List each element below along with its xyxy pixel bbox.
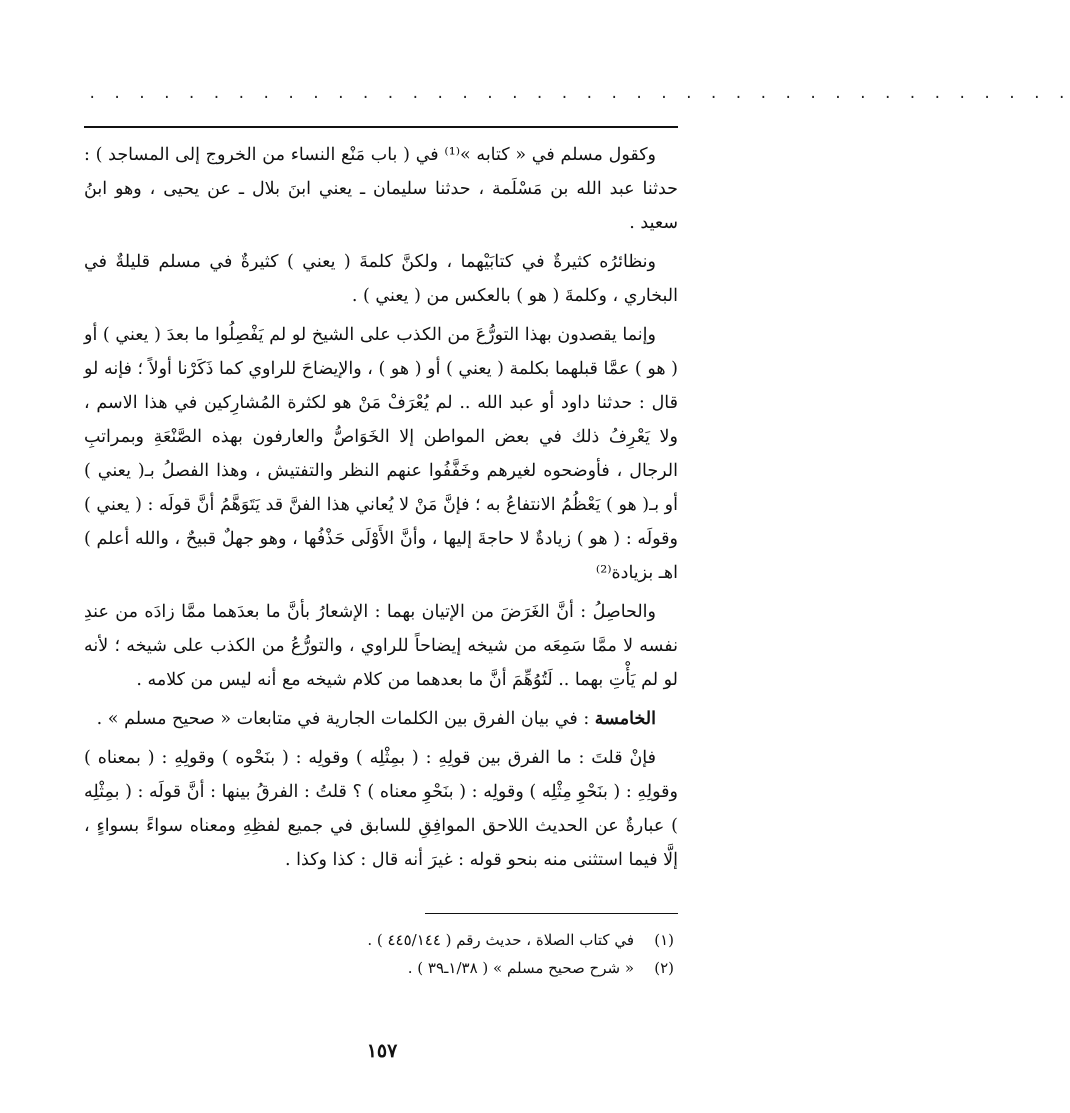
- footnote-text: « شرح صحيح مسلم » ( ١/٣٨ـ٣٩ ) .: [407, 959, 634, 977]
- paragraph-purpose: وإنما يقصدون بهذا التورُّعَ من الكذب على الشيخ لو لم يَفْصِلُوا ما بعدَ ( يعني ) أو ( هو ) عمَّا قبلهما بكلمة ( يعني ) أو ( هو ) ، والإيضاحَ للراوي كما ذَكَرْنا أولاً ؛ فإنه لو قال : حدثنا داود أو عبد الله .. لم يُعْرَفْ مَنْ هو لكثرة المُشارِكين في هذا الاسم ، ولا يَعْرِفُ ذلك في بعض المواطن إلا الخَوَاصُّ والعارفون بهذه الصَّنْعَةِ وبمراتبِ الرجال ، فأوضحوه لغيرهم وخَفَّفُوا عنهم النظر والتفتيش ، وهذا الفصلُ بـ( يعني ) أو بـ( هو ) يَعْظُمُ الانتفاعُ به ؛ فإنَّ مَنْ لا يُعاني هذا الفنَّ قد يَتَوَهَّمُ أنَّ قولَه : ( يعني ) وقولَه : ( هو ) زيادةٌ لا حاجةَ إليها ، وأنَّ الأَوْلَى حَذْفُها ، وهو جهلٌ قبيحٌ ، والله أعلم ) اهـ بزيادة⁽²⁾: [84, 325, 678, 583]
- paragraph-conclusion: والحاصِلُ : أنَّ الغَرَضَ من الإتيان بهما : الإشعارُ بأنَّ ما بعدَهما ممَّا زادَه من عندِ نفسه لا ممَّا سَمِعَه من شيخه إيضاحاً للراوي ، والتورُّعُ من الكذب على شيخه ؛ لأنه لو لم يَأْتِ بهما .. لَتُوُهِّمَ أنَّ ما بعدهما من كلام شيخه مع أنه ليس من كلامه .: [84, 602, 678, 690]
- section-lead: الخامسة: [594, 709, 656, 729]
- footnotes: [84, 926, 678, 982]
- footnote-number: (٢): [654, 959, 674, 977]
- section-heading-fifth: [84, 702, 678, 736]
- header-rule: [84, 126, 678, 128]
- footnote-text: في كتاب الصلاة ، حديث رقم ( ٤٤٥/١٤٤ ) .: [367, 931, 634, 949]
- section-text: : في بيان الفرق بين الكلمات الجارية في متابعات « صحيح مسلم » .: [96, 709, 590, 729]
- paragraph-difference: فإنْ قلتَ : ما الفرق بين قولِهِ : ( بمِثْلِه ) وقولِه : ( بنَحْوه ) وقولِهِ : ( بمعناه ) وقولِهِ : ( بنَحْوِ مِثْلِه ) وقولِه : ( بنَحْوِ معناه ) ؟ قلتُ : الفرقُ بينها : أنَّ قولَه : ( بمِثْلِه ) عبارةٌ عن الحديث اللاحق الموافِقِ للسابق في جميع لفظِهِ ومعناه سواءً بسواءٍ ، إلَّا فيما استثنى منه بنحو قوله : غيرَ أنه قال : كذا وكذا .: [84, 748, 678, 870]
- footnote-rule: [425, 913, 678, 914]
- paragraph-muslim-example: وكقول مسلم في « كتابه »⁽¹⁾ في ( باب مَنْع النساء من الخروج إلى المساجد ) : حدثنا عبد الله بن مَسْلَمة ، حدثنا سليمان ـ يعني ابنَ بلال ـ عن يحيى ، وهو ابنُ سعيد .: [84, 145, 678, 233]
- page-number: ١٥٧: [366, 1040, 398, 1062]
- header-dotted-line: . . . . . . . . . . . . . . . . . . . . . . . . . . . . . . . . . . . . . . . .: [88, 86, 1070, 102]
- paragraph-usage-frequency: ونظائرُه كثيرةٌ في كتابَيْهما ، ولكنَّ كلمةَ ( يعني ) كثيرةٌ في مسلم قليلةٌ في البخاري ، وكلمةَ ( هو ) بالعكس من ( يعني ) .: [84, 252, 678, 306]
- footnote-1: [84, 926, 678, 954]
- footnote-2: [84, 954, 678, 982]
- footnote-number: (١): [654, 931, 674, 949]
- main-text: [84, 138, 678, 882]
